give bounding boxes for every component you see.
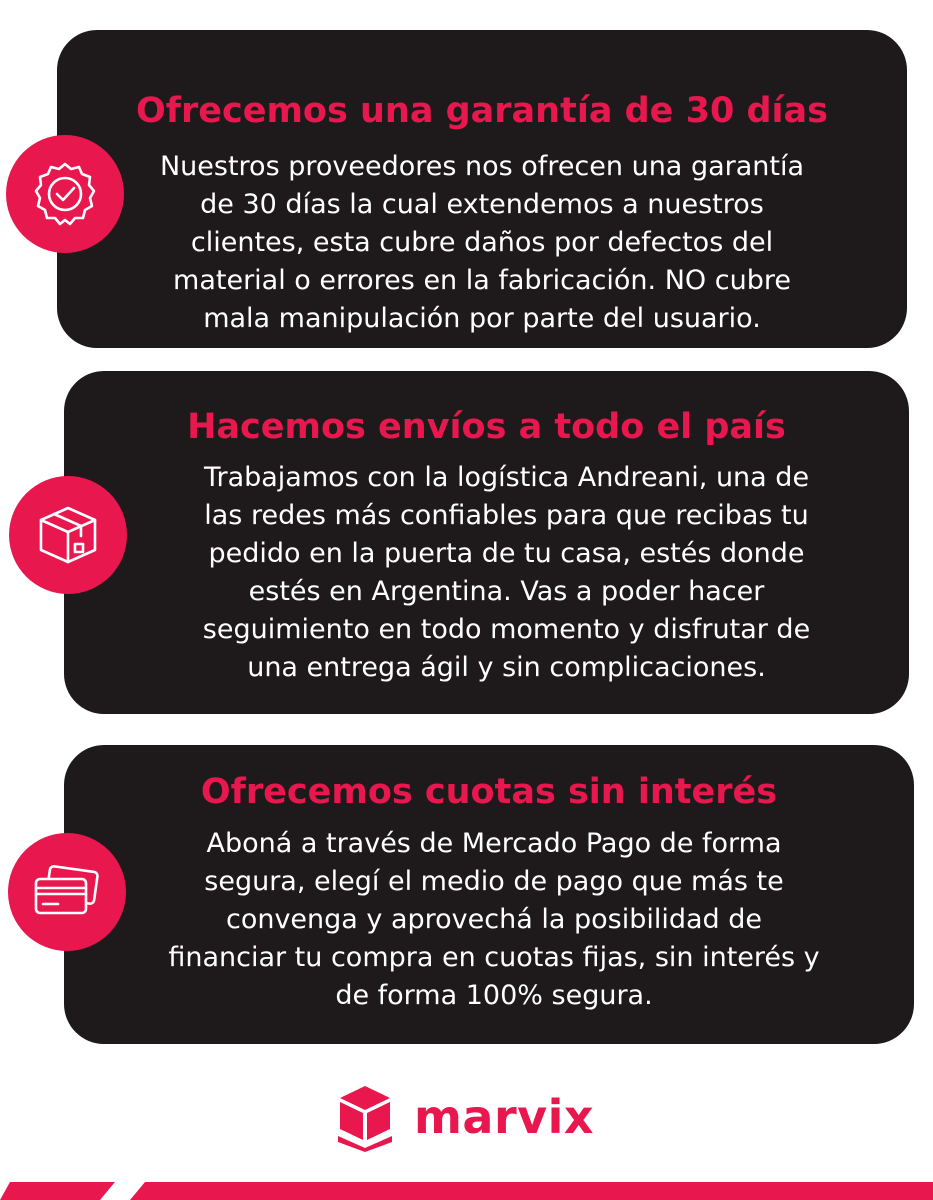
shipping-card	[64, 371, 909, 714]
warranty-badge-check-icon	[30, 159, 100, 229]
warranty-title: Ofrecemos una garantía de 30 días	[135, 91, 828, 131]
installments-line: segura, elegí el medio de pago que más te	[204, 866, 784, 897]
credit-card-icon	[30, 857, 104, 927]
installments-line: financiar tu compra en cuotas fijas, sin interés y	[168, 942, 820, 973]
cube-logo-icon	[334, 1082, 396, 1152]
warranty-line: Nuestros proveedores nos ofrecen una garantía	[159, 151, 805, 182]
installments-title: Ofrecemos cuotas sin interés	[200, 772, 778, 812]
warranty-line: clientes, esta cubre daños por defectos del	[190, 227, 774, 258]
warranty-card	[57, 30, 907, 348]
shipping-line: estés en Argentina. Vas a poder hacer	[248, 576, 765, 607]
shipping-title: Hacemos envíos a todo el país	[187, 407, 786, 447]
warranty-badge	[6, 135, 124, 253]
shipping-badge	[9, 476, 127, 594]
installments-description	[104, 825, 884, 1015]
installments-badge	[8, 833, 126, 951]
shipping-box-icon	[33, 500, 103, 570]
warranty-line: mala manipulación por parte del usuario.	[203, 303, 761, 334]
brand-logo	[334, 1082, 594, 1152]
installments-line: Aboná a través de Mercado Pago de forma	[206, 828, 782, 859]
warranty-description	[87, 148, 877, 338]
bottom-stripe	[0, 1182, 933, 1200]
installments-card	[64, 745, 914, 1044]
shipping-line: una entrega ágil y sin complicaciones.	[247, 652, 766, 683]
installments-line: convenga y aprovechá la posibilidad de	[225, 904, 763, 935]
shipping-line: las redes más confiables para que recibas tu	[204, 500, 809, 531]
brand-name: marvix	[414, 1090, 595, 1144]
shipping-line: seguimiento en todo momento y disfrutar de	[202, 614, 811, 645]
shipping-line: Trabajamos con la logística Andreani, una de	[203, 462, 810, 493]
shipping-line: pedido en la puerta de tu casa, estés donde	[208, 538, 805, 569]
shipping-description	[124, 459, 889, 687]
installments-line: de forma 100% segura.	[335, 980, 653, 1011]
warranty-line: de 30 días la cual extendemos a nuestros	[200, 189, 764, 220]
warranty-line: material o errores en la fabricación. NO cubre	[173, 265, 791, 296]
